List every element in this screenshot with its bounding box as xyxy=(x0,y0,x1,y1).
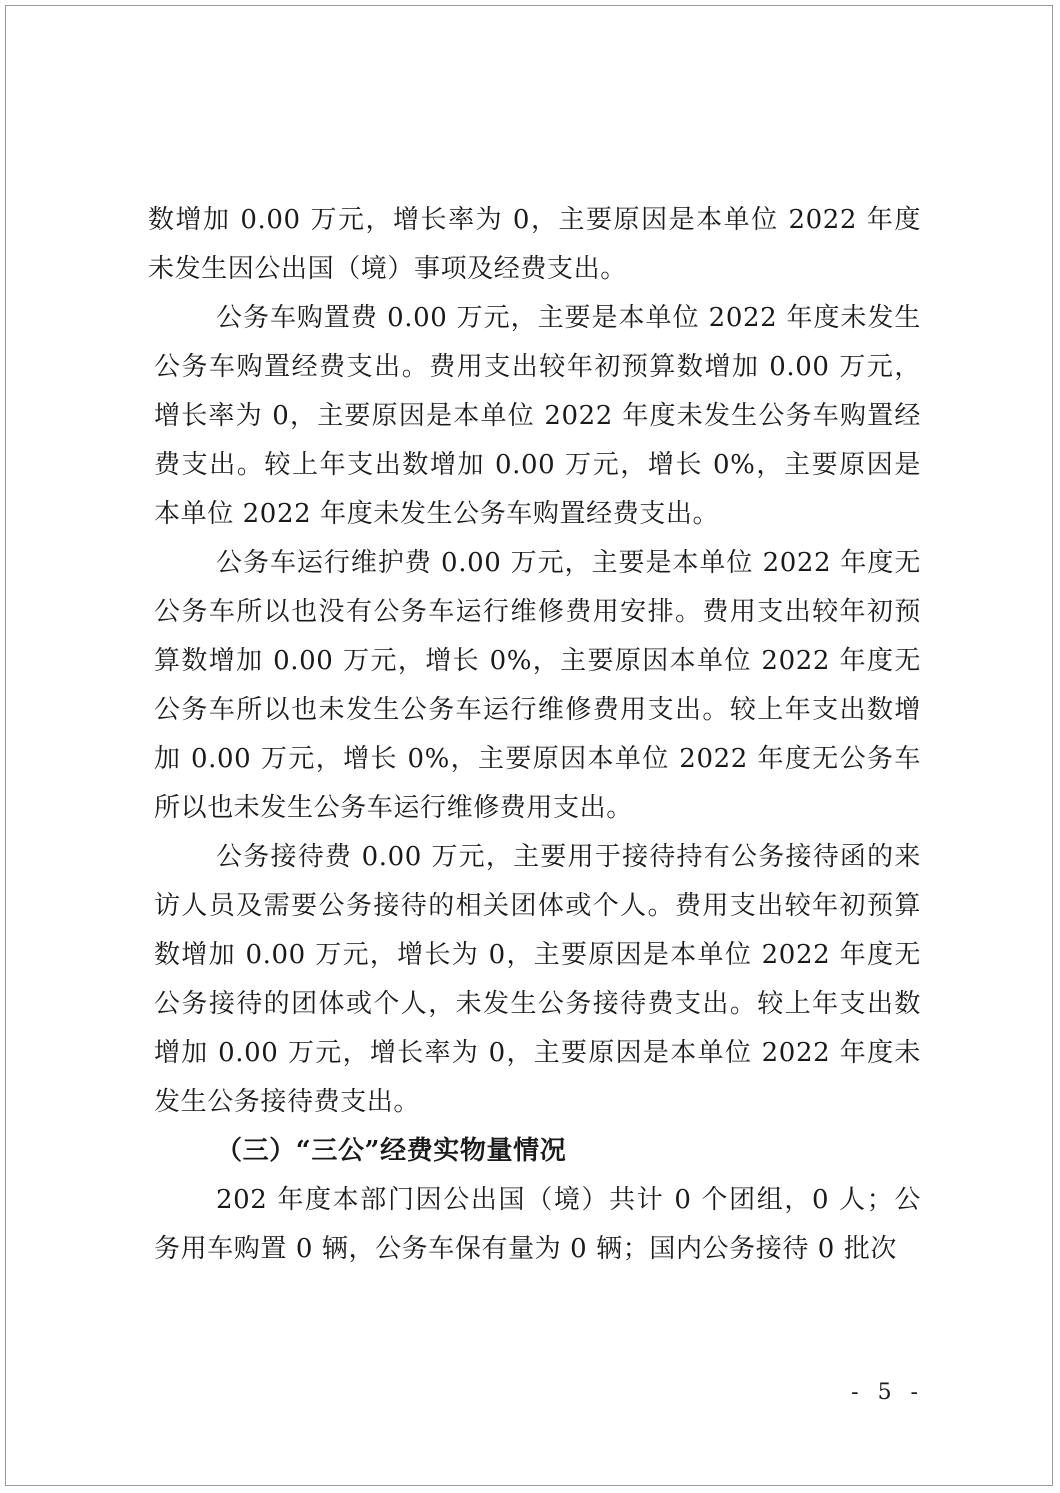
paragraph-vehicle-purchase: 公务车购置费 0.00 万元，主要是本单位 2022 年度未发生公务车购置经费支出。费用支出较年初预算数增加 0.00 万元，增长率为 0，主要原因是本单位 2022 年度未发生公务车购置经费支出。较上年支出数增加 0.00 万元，增长 0%，主要原因是本单位 2022 年度未发生公务车购置经费支出。 xyxy=(154,303,921,529)
paragraph-physical-quantity: 202 年度本部门因公出国（境）共计 0 个团组，0 人；公务用车购置 0 辆，公务车保有量为 0 辆；国内公务接待 0 批次 xyxy=(154,1185,921,1264)
page-number: - 5 - xyxy=(851,1380,924,1405)
paragraph-vehicle-maintenance: 公务车运行维护费 0.00 万元，主要是本单位 2022 年度无公务车所以也没有公务车运行维修费用安排。费用支出较年初预算数增加 0.00 万元，增长 0%，主要原因本单位 2022 年度无公务车所以也未发生公务车运行维修费用支出。较上年支出数增加 0.00 万元，增长 0%，主要原因本单位 2022 年度无公务车所以也未发生公务车运行维修费用支出。 xyxy=(154,548,921,823)
section-heading: （三）“三公”经费实物量情况 xyxy=(216,1136,567,1166)
paragraph-outbound-travel: 数增加 0.00 万元，增长率为 0，主要原因是本单位 2022 年度未发生因公出国（境）事项及经费支出。 xyxy=(148,205,921,284)
paragraph-official-reception: 公务接待费 0.00 万元，主要用于接待持有公务接待函的来访人员及需要公务接待的相关团体或个人。费用支出较年初预算数增加 0.00 万元，增长为 0，主要原因是本单位 2022 年度无公务接待的团体或个人，未发生公务接待费支出。较上年支出数增加 0.00 万元，增长率为 0，主要原因是本单位 2022 年度未发生公务接待费支出。 xyxy=(154,842,921,1117)
document-body xyxy=(146,196,921,1274)
